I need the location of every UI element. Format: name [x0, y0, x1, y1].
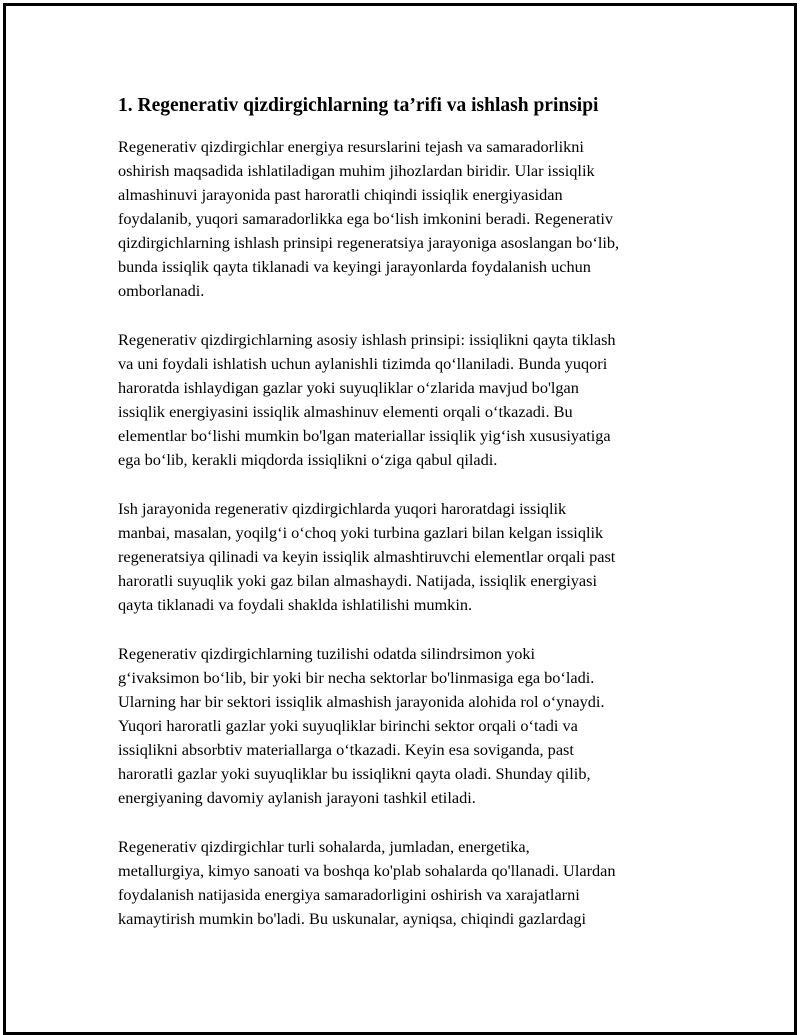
text-line: metallurgiya, kimyo sanoati va boshqa ko'plab sohalarda qo'llanadi. Ulardan [118, 861, 616, 880]
text-line: va uni foydali ishlatish uchun aylanishli tizimda qoʻllaniladi. Bunda yuqori [118, 354, 608, 373]
text-line: Yuqori haroratli gazlar yoki suyuqliklar birinchi sektor orqali oʻtadi va [118, 716, 578, 735]
text-line: elementlar boʻlishi mumkin bo'lgan materiallar issiqlik yigʻish xususiyatiga [118, 426, 611, 445]
text-line: foydalanib, yuqori samaradorlikka ega boʻlish imkonini beradi. Regenerativ [118, 209, 614, 228]
text-line: Regenerativ qizdirgichlar energiya resurslarini tejash va samaradorlikni [118, 137, 584, 156]
text-line: kamaytirish mumkin bo'ladi. Bu uskunalar, ayniqsa, chiqindi gazlardagi [118, 909, 587, 928]
text-line: energiyaning davomiy aylanish jarayoni tashkil etiladi. [118, 788, 476, 807]
text-line: Regenerativ qizdirgichlar turli sohalarda, jumladan, energetika, [118, 837, 530, 856]
paragraph-4 [118, 642, 693, 810]
text-line: haroratli gazlar yoki suyuqliklar bu issiqlikni qayta oladi. Shunday qilib, [118, 764, 591, 783]
text-line: ega boʻlib, kerakli miqdorda issiqlikni oʻziga qabul qiladi. [118, 450, 498, 469]
text-line: haroratda ishlaydigan gazlar yoki suyuqliklar oʻzlarida mavjud bo'lgan [118, 378, 579, 397]
paragraph-1 [118, 135, 693, 303]
paragraph-2 [118, 328, 693, 472]
text-line: Regenerativ qizdirgichlarning asosiy ishlash prinsipi: issiqlikni qayta tiklash [118, 330, 616, 349]
text-line: oshirish maqsadida ishlatiladigan muhim jihozlardan biridir. Ular issiqlik [118, 161, 595, 180]
text-line: issiqlikni absorbtiv materiallarga oʻtkazadi. Keyin esa soviganda, past [118, 740, 574, 759]
section-heading: 1. Regenerativ qizdirgichlarning ta’rifi va ishlash prinsipi [118, 95, 599, 116]
text-line: Ularning har bir sektori issiqlik almashish jarayonida alohida rol oʻynaydi. [118, 692, 605, 711]
text-line: haroratli suyuqlik yoki gaz bilan almashaydi. Natijada, issiqlik energiyasi [118, 571, 597, 590]
paragraph-5 [118, 835, 693, 931]
text-line: qizdirgichlarning ishlash prinsipi regeneratsiya jarayoniga asoslangan boʻlib, [118, 233, 620, 252]
text-line: issiqlik energiyasini issiqlik almashinuv elementi orqali oʻtkazadi. Bu [118, 402, 573, 421]
text-line: manbai, masalan, yoqilgʻi oʻchoq yoki turbina gazlari bilan kelgan issiqlik [118, 523, 604, 542]
text-line: bunda issiqlik qayta tiklanadi va keyingi jarayonlarda foydalanish uchun [118, 257, 591, 276]
document-body [118, 93, 693, 956]
text-line: Regenerativ qizdirgichlarning tuzilishi odatda silindrsimon yoki [118, 644, 536, 663]
paragraph-3 [118, 497, 693, 617]
text-line: foydalanish natijasida energiya samaradorligini oshirish va xarajatlarni [118, 885, 580, 904]
text-line: almashinuvi jarayonida past haroratli chiqindi issiqlik energiyasidan [118, 185, 563, 204]
text-line: gʻivaksimon boʻlib, bir yoki bir necha sektorlar bo'linmasiga ega boʻladi. [118, 668, 595, 687]
text-line: Ish jarayonida regenerativ qizdirgichlarda yuqori haroratdagi issiqlik [118, 499, 567, 518]
text-line: omborlanadi. [118, 281, 205, 300]
text-line: regeneratsiya qilinadi va keyin issiqlik almashtiruvchi elementlar orqali past [118, 547, 616, 566]
text-line: qayta tiklanadi va foydali shaklda ishlatilishi mumkin. [118, 595, 473, 614]
